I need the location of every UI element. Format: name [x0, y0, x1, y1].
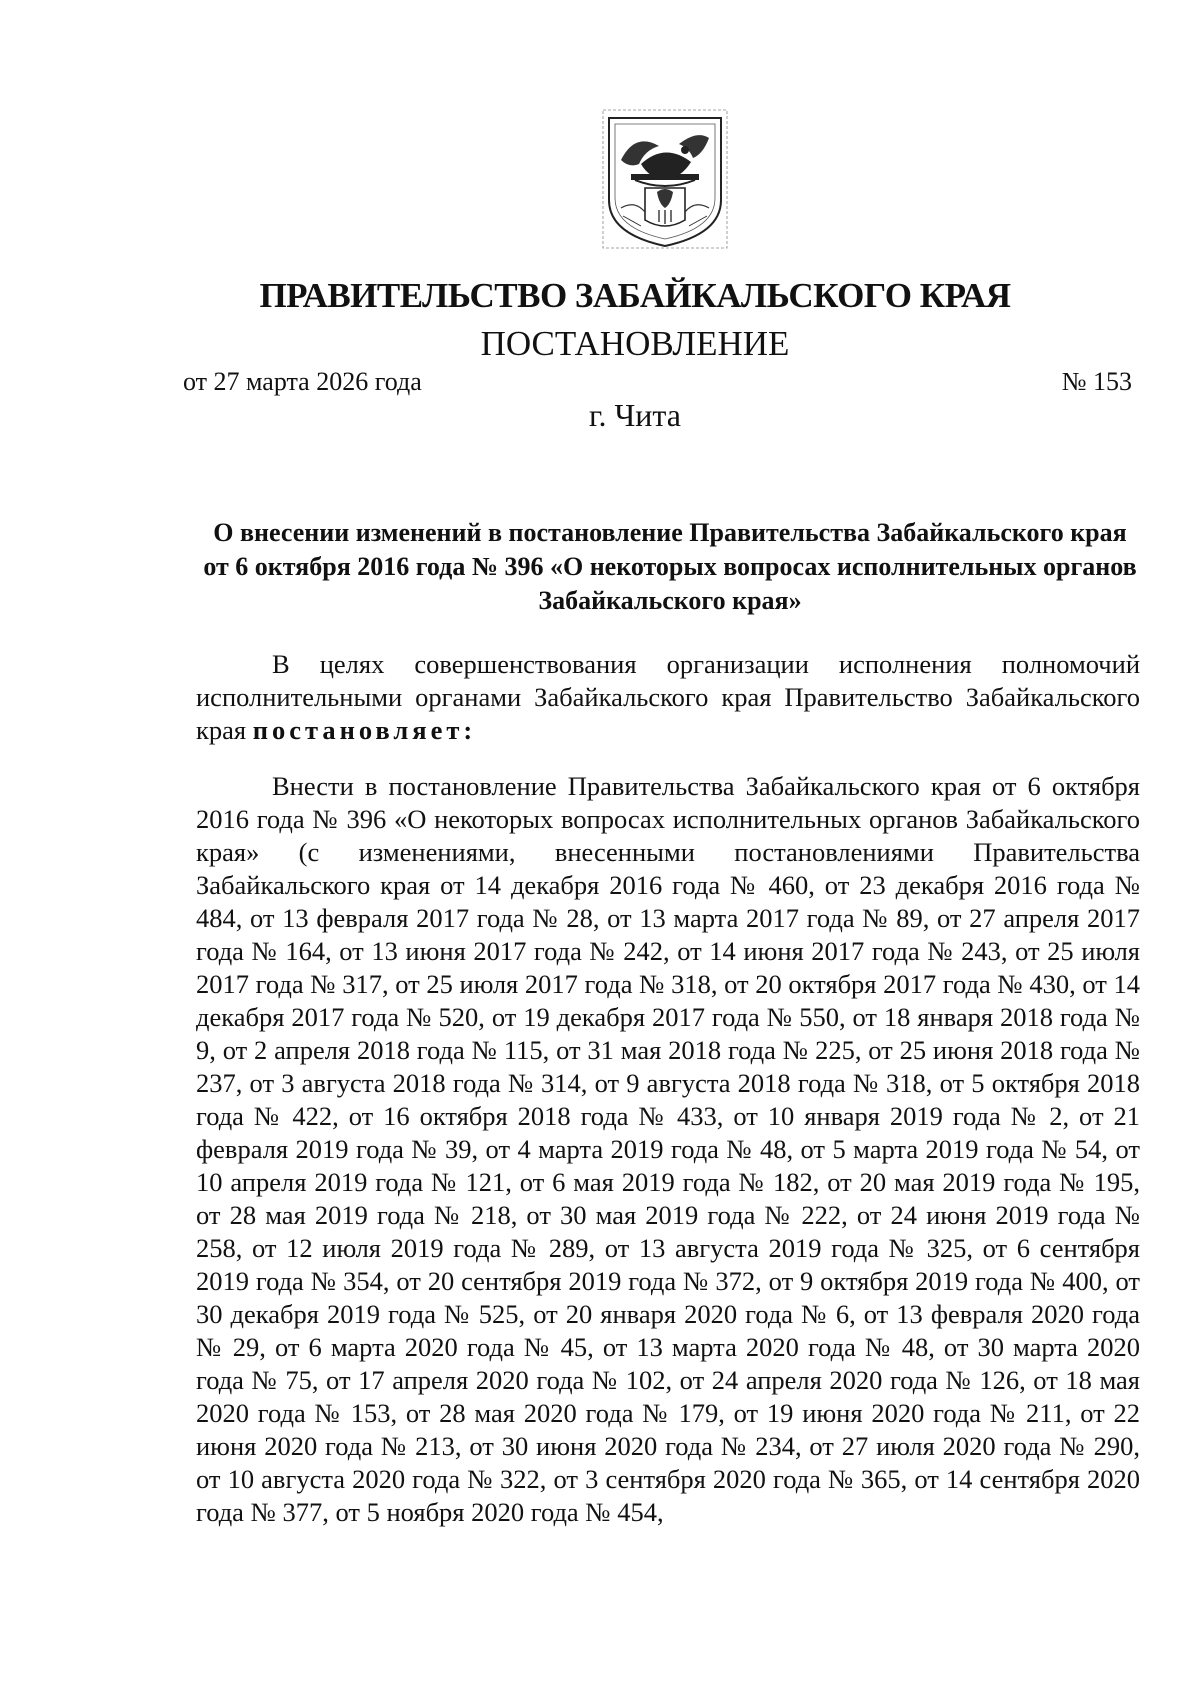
document-subject: О внесении изменений в постановление Правительства Забайкальского края от 6 октября 2016 года № 396 «О некоторых вопросах исполнительных органов Забайкальского края» — [203, 518, 1137, 615]
intro-keyword: постановляет: — [252, 715, 477, 745]
intro-text: В целях совершенствования организации исполнения полномочий исполнительными органами Забайкальского края Правительство Забайкальского края — [196, 649, 1140, 745]
document-city: г. Чита — [588, 397, 681, 433]
coat-of-arms-icon — [601, 108, 729, 250]
document-number: № 153 — [1061, 367, 1132, 396]
organization-title: ПРАВИТЕЛЬСТВО ЗАБАЙКАЛЬСКОГО КРАЯ — [259, 276, 1011, 315]
document-date: от 27 марта 2026 года — [183, 367, 422, 396]
main-paragraph: Внести в постановление Правительства Забайкальского края от 6 октября 2016 года № 396 «О некоторых вопросах исполнительных органов Забайкальского края» (с изменениями, внесенными постановлениями Правительства Забайкальского края от 14 декабря 2016 года № 460, от 23 декабря 2016 года № 484, от 13 февраля 2017 года № 28, от 13 марта 2017 года № 89, от 27 апреля 2017 года № 164, от 13 июня 2017 года № 242, от 14 июня 2017 года № 243, от 25 июля 2017 года № 317, от 25 июля 2017 года № 318, от 20 октября 2017 года № 430, от 14 декабря 2017 года № 520, от 19 декабря 2017 года № 550, от 18 января 2018 года № 9, от 2 апреля 2018 года № 115, от 31 мая 2018 года № 225, от 25 июня 2018 года № 237, от 3 августа 2018 года № 314, от 9 августа 2018 года № 318, от 5 октября 2018 года № 422, от 16 октября 2018 года № 433, от 10 января 2019 года № 2, от 21 февраля 2019 года № 39, от 4 марта 2019 года № 48, от 5 марта 2019 года № 54, от 10 апреля 2019 года № 121, от 6 мая 2019 года № 182, от 20 мая 2019 года № 195, от 28 мая 2019 года № 218, от 30 мая 2019 года № 222, от 24 июня 2019 года № 258, от 12 июля 2019 года № 289, от 13 августа 2019 года № 325, от 6 сентября 2019 года № 354, от 20 сентября 2019 года № 372, от 9 октября 2019 года № 400, от 30 декабря 2019 года № 525, от 20 января 2020 года № 6, от 13 февраля 2020 года № 29, от 6 марта 2020 года № 45, от 13 марта 2020 года № 48, от 30 марта 2020 года № 75, от 17 апреля 2020 года № 102, от 24 апреля 2020 года № 126, от 18 мая 2020 года № 153, от 28 мая 2020 года № 179, от 19 июня 2020 года № 211, от 22 июня 2020 года № 213, от 30 июня 2020 года № 234, от 27 июля 2020 года № 290, от 10 августа 2020 года № 322, от 3 сентября 2020 года № 365, от 14 сентября 2020 года № 377, от 5 ноября 2020 года № 454, — [196, 771, 1140, 1527]
intro-paragraph — [196, 648, 1140, 747]
document-type: ПОСТАНОВЛЕНИЕ — [480, 324, 790, 363]
